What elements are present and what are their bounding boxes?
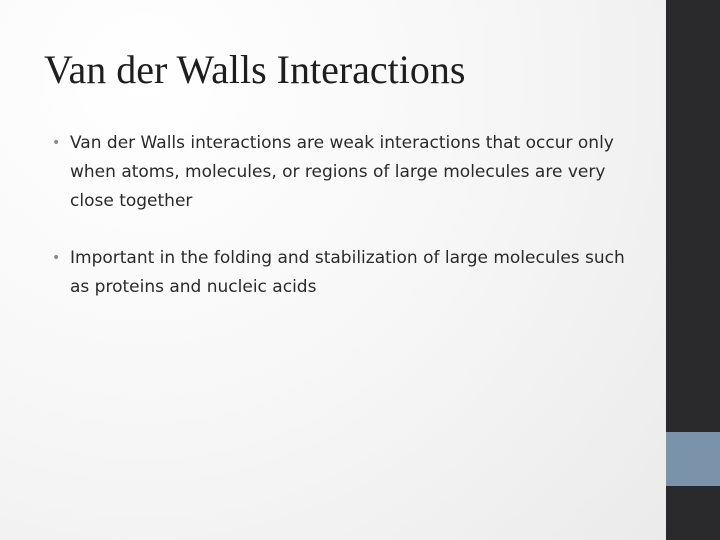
bullet-dot-icon: • (52, 135, 61, 151)
bullet-item-2 (52, 244, 642, 302)
bullet-text-1: Van der Walls interactions are weak interactions that occur only when atoms, molecules, or regions of large molecules are very close together (70, 133, 614, 211)
bullet-list (52, 129, 642, 330)
bullet-item-1 (52, 129, 642, 216)
bullet-dot-icon: • (52, 250, 61, 266)
right-sidebar-bar (666, 0, 720, 540)
sidebar-accent-block (666, 432, 720, 486)
slide-title: Van der Walls Interactions (44, 47, 466, 92)
bullet-text-2: Important in the folding and stabilization of large molecules such as proteins and nucleic acids (70, 248, 625, 297)
